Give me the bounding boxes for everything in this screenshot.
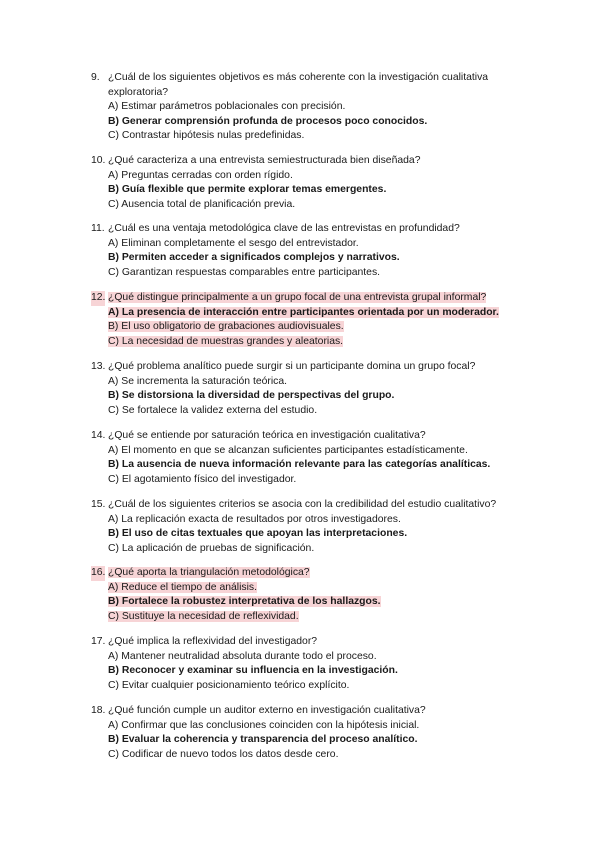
question-number: 14. <box>91 430 106 441</box>
option-a: A) El momento en que se alcanzan suficientes participantes estadísticamente. <box>108 444 468 456</box>
question-16 <box>92 566 542 624</box>
option-c: C) Codificar de nuevo todos los datos desde cero. <box>108 748 339 760</box>
question-text: ¿Cuál de los siguientes objetivos es más coherente con la investigación cualitativa exploratoria? <box>108 72 489 98</box>
option-b-correct: B) El uso de citas textuales que apoyan las interpretaciones. <box>108 528 408 540</box>
question-number: 12. <box>91 291 105 306</box>
question-10 <box>92 154 542 212</box>
option-a: A) Se incrementa la saturación teórica. <box>108 375 288 387</box>
question-13 <box>92 360 542 418</box>
option-b-correct: B) Generar comprensión profunda de procesos poco conocidos. <box>108 115 428 127</box>
option-c: C) El agotamiento físico del investigador. <box>108 473 297 485</box>
option-c: C) Se fortalece la validez externa del estudio. <box>108 404 318 416</box>
question-text: ¿Qué implica la reflexividad del investigador? <box>108 636 318 647</box>
question-text: ¿Qué caracteriza a una entrevista semiestructurada bien diseñada? <box>108 155 421 166</box>
option-a: A) Reduce el tiempo de análisis. <box>108 581 258 593</box>
option-b-correct: B) Guía flexible que permite explorar temas emergentes. <box>108 184 387 196</box>
question-number: 11. <box>91 223 105 234</box>
option-a-correct: A) La presencia de interacción entre participantes orientada por un moderador. <box>108 306 499 318</box>
option-a: A) Estimar parámetros poblacionales con precisión. <box>108 101 346 113</box>
question-number: 9. <box>91 72 100 83</box>
question-14 <box>92 429 542 487</box>
question-12 <box>92 291 542 349</box>
option-b-correct: B) Permiten acceder a significados complejos y narrativos. <box>108 252 400 264</box>
question-15 <box>92 498 542 556</box>
option-a: A) Mantener neutralidad absoluta durante todo el proceso. <box>108 650 377 662</box>
question-17 <box>92 635 542 693</box>
option-c: C) Sustituye la necesidad de reflexividad. <box>108 610 299 622</box>
question-number: 15. <box>91 499 106 510</box>
option-c: C) Ausencia total de planificación previa. <box>108 198 296 210</box>
option-c: C) La aplicación de pruebas de significación. <box>108 542 315 554</box>
option-a: A) Confirmar que las conclusiones coinciden con la hipótesis inicial. <box>108 719 420 731</box>
option-c: C) Evitar cualquier posicionamiento teórico explícito. <box>108 679 350 691</box>
question-text: ¿Cuál es una ventaja metodológica clave de las entrevistas en profundidad? <box>108 223 460 234</box>
option-a: A) Preguntas cerradas con orden rígido. <box>108 169 293 181</box>
question-11 <box>92 222 542 280</box>
option-c: C) Contrastar hipótesis nulas predefinidas. <box>108 130 305 142</box>
option-b-correct: B) Fortalece la robustez interpretativa de los hallazgos. <box>108 596 381 608</box>
question-text: ¿Qué problema analítico puede surgir si un participante domina un grupo focal? <box>108 361 476 372</box>
question-number: 17. <box>91 636 106 647</box>
question-number: 13. <box>91 361 106 372</box>
question-number: 18. <box>91 705 106 716</box>
option-b: B) El uso obligatorio de grabaciones audiovisuales. <box>108 321 344 333</box>
option-b-correct: B) Reconocer y examinar su influencia en la investigación. <box>108 665 398 677</box>
question-text: ¿Qué distingue principalmente a un grupo focal de una entrevista grupal informal? <box>108 292 487 303</box>
option-a: A) Eliminan completamente el sesgo del entrevistador. <box>108 237 359 249</box>
question-number: 16. <box>91 566 105 581</box>
option-b-correct: B) La ausencia de nueva información relevante para las categorías analíticas. <box>108 459 491 471</box>
option-c: C) Garantizan respuestas comparables entre participantes. <box>108 266 381 278</box>
question-number: 10. <box>91 155 106 166</box>
option-c: C) La necesidad de muestras grandes y aleatorias. <box>108 335 344 347</box>
question-18 <box>92 704 542 762</box>
option-b-correct: B) Evaluar la coherencia y transparencia del proceso analítico. <box>108 734 418 746</box>
question-text: ¿Cuál de los siguientes criterios se asocia con la credibilidad del estudio cualitativo? <box>108 499 497 510</box>
question-9 <box>92 71 542 144</box>
option-b-correct: B) Se distorsiona la diversidad de perspectivas del grupo. <box>108 390 395 402</box>
question-text: ¿Qué función cumple un auditor externo en investigación cualitativa? <box>108 705 426 716</box>
question-text: ¿Qué aporta la triangulación metodológica? <box>108 567 310 578</box>
option-a: A) La replicación exacta de resultados por otros investigadores. <box>108 513 401 525</box>
question-text: ¿Qué se entiende por saturación teórica en investigación cualitativa? <box>108 430 426 441</box>
